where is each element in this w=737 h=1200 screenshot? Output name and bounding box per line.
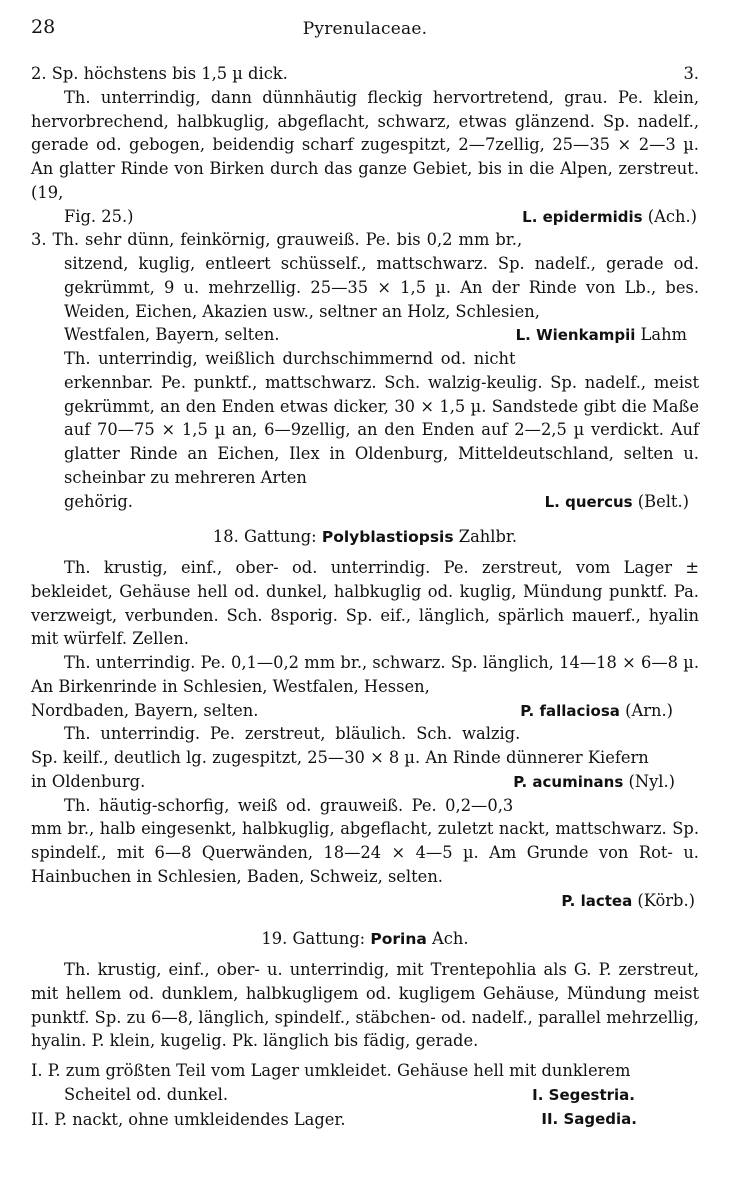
species-end-quercus: gehörig. L. quercus (Belt.) xyxy=(31,490,699,514)
key-1-text: I. P. zum größten Teil vom Lager umkleidet. Gehäuse hell mit dunklerem Scheitel od. dunkel. xyxy=(31,1061,631,1104)
key-2-target: 3. xyxy=(683,64,699,83)
species-desc-wienkampii: 3. Th. sehr dünn, feinkörnig, grauweiß. Pe. bis 0,2 mm br., sitzend, kuglig, entleert schüsself., mattschwarz. Sp. nadelf., gerade od. gekrümmt, 9 u. mehrzellig. 25—35 × 1,5 µ. An der Rinde von Lb., bes. Weiden, Eichen, Akazien usw., seltner an Holz, Schlesien, xyxy=(31,230,699,321)
species-end-fallaciosa: Nordbaden, Bayern, selten. P. fallaciosa (Arn.) xyxy=(31,699,699,723)
species-end-left: Fig. 25.) xyxy=(64,206,134,226)
page-body xyxy=(31,62,699,1131)
species-name-epidermidis: L. epidermidis (Ach.) xyxy=(522,206,697,226)
species-name-quercus: L. quercus (Belt.) xyxy=(544,491,689,511)
species-desc-acuminans: Th. unterrindig. Pe. zerstreut, bläulich. Sch. walzig. Sp. keilf., deutlich lg. zugespitzt, 25—30 × 8 µ. An Rinde dünnerer Kiefern xyxy=(31,724,649,767)
species-end-acuminans: in Oldenburg. P. acuminans (Nyl.) xyxy=(31,770,699,794)
key-entry-2 xyxy=(31,1108,699,1132)
species-end-epidermidis xyxy=(31,205,699,229)
species-desc-epidermidis: Th. unterrindig, dann dünnhäutig fleckig hervortretend, grau. Pe. klein, hervorbrechend, halbkuglig, abgeflacht, schwarz, etwas glänzend. Sp. nadelf., gerade od. gebogen, beidendig scharf zugespitzt, 2—7zellig, 25—35 × 2—3 µ. An glatter Rinde von Birken durch das ganze Gebiet, bis in die Alpen, zerstreut. (19, xyxy=(31,87,699,202)
species-end-lactea xyxy=(31,889,699,914)
key-1-target: I. Segestria. xyxy=(532,1085,635,1104)
genus-desc-19: Th. krustig, einf., ober- u. unterrindig, mit Trentepohlia als G. P. zerstreut, mit hellem od. dunklem, halbkugligem od. kugligem Gehäuse, Mündung meist punktf. Sp. zu 6—8, länglich, spindelf., stäbchen- od. nadelf., parallel mehrzellig, hyalin. P. klein, kugelig. Pk. länglich bis fädig, gerade. xyxy=(31,960,699,1051)
page-number: 28 xyxy=(31,16,56,38)
species-name-acuminans: P. acuminans (Nyl.) xyxy=(513,771,675,791)
species-desc-quercus: Th. unterrindig, weißlich durchschimmernd od. nicht erkennbar. Pe. punktf., mattschwarz. Sch. walzig-keulig. Sp. nadelf., meist gekrümmt, an den Enden etwas dicker, 30 × 1,5 µ. Sandstede gibt die Maße auf 70—75 × 1,5 µ an, 6—9zellig, an den Enden auf 2—2,5 µ verdickt. Auf glatter Rinde an Eichen, Ilex in Oldenburg, Mitteldeutschland, selten u. scheinbar zu mehreren Arten xyxy=(64,349,699,487)
key-line-2 xyxy=(31,62,699,86)
key-2-entry-target: II. Sagedia. xyxy=(541,1109,637,1128)
genus-heading-18: 18. Gattung: Polyblastiopsis Zahlbr. xyxy=(212,527,518,547)
species-desc-fallaciosa: Th. unterrindig. Pe. 0,1—0,2 mm br., schwarz. Sp. länglich, 14—18 × 6—8 µ. An Birkenrinde in Schlesien, Westfalen, Hessen, xyxy=(31,653,699,696)
species-name-fallaciosa: P. fallaciosa (Arn.) xyxy=(520,700,673,720)
page-header xyxy=(31,16,699,46)
running-title: Pyrenulaceae. xyxy=(302,19,428,39)
genus-desc-18: Th. krustig, einf., ober- od. unterrindig. Pe. zerstreut, vom Lager ± bekleidet, Gehäuse hell od. dunkel, halbkuglig od. kuglig, Mündung punktf. Pa. verzweigt, verbunden. Sch. 8sporig. Sp. eif., länglich, spärlich mauerf., hyalin mit würfelf. Zellen. xyxy=(31,558,699,649)
species-desc-lactea: Th. häutig-schorfig, weiß od. grauweiß. Pe. 0,2—0,3 mm br., halb eingesenkt, halbkuglig, abgeflacht, zuletzt nackt, mattschwarz. Sp. spindelf., mit 6—8 Querwänden, 18—24 × 4—5 µ. Am Grunde von Rot- u. Hainbuchen in Schlesien, Baden, Schweiz, selten. xyxy=(31,795,699,886)
key-2-entry-text: II. P. nackt, ohne umkleidendes Lager. xyxy=(31,1109,346,1129)
species-name-wienkampii: L. Wienkampii Lahm xyxy=(515,325,687,345)
genus-name-19: Porina xyxy=(370,930,427,949)
species-end-wienkampii: Westfalen, Bayern, selten. L. Wienkampii Lahm xyxy=(31,323,699,347)
genus-name-18: Polyblastiopsis xyxy=(321,528,454,547)
species-name-lactea: P. lactea (Körb.) xyxy=(561,890,695,910)
genus-heading-19: 19. Gattung: Porina Ach. xyxy=(261,929,469,949)
key-2-text: 2. Sp. höchstens bis 1,5 µ dick. xyxy=(31,64,288,83)
